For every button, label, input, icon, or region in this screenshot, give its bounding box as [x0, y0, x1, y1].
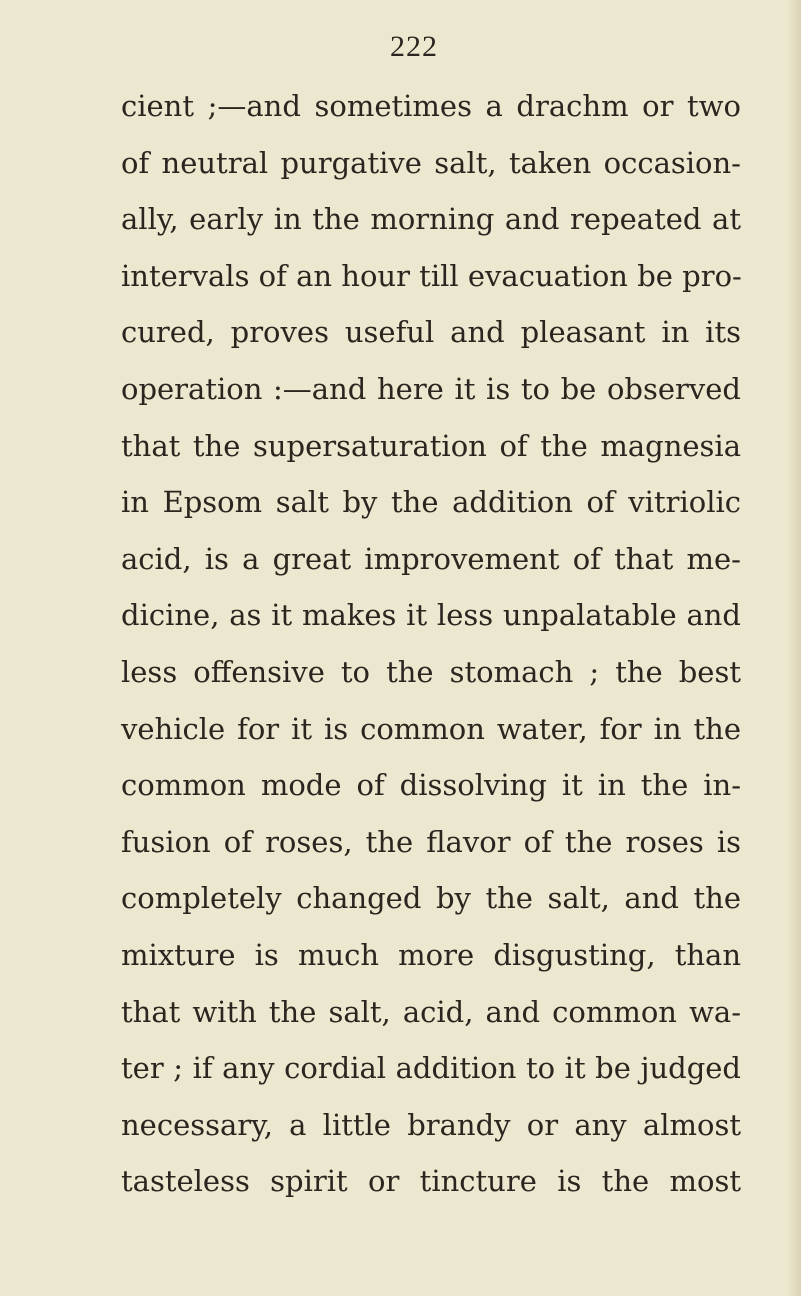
text-line-20: tasteless spirit or tincture is the most: [121, 1164, 741, 1199]
text-line-2: of neutral purgative salt, taken occasion-: [121, 145, 741, 180]
text-line-9: acid, is a great improvement of that me-: [121, 541, 741, 576]
text-line-8: in Epsom salt by the addition of vitriolic: [121, 485, 741, 520]
text-line-12: vehicle for it is common water, for in the: [121, 711, 741, 746]
page-edge-shadow: [787, 0, 801, 1296]
text-line-17: that with the salt, acid, and common wa-: [121, 994, 741, 1029]
text-line-3: ally, early in the morning and repeated at: [121, 202, 741, 237]
text-line-18: ter ; if any cordial addition to it be judged: [121, 1051, 741, 1086]
text-line-5: cured, proves useful and pleasant in its: [121, 315, 741, 350]
text-line-6: operation :—and here it is to be observed: [121, 371, 741, 406]
text-line-19: necessary, a little brandy or any almost: [121, 1107, 741, 1142]
page-number: 222: [390, 30, 438, 63]
text-line-11: less offensive to the stomach ; the best: [121, 654, 741, 689]
text-line-7: that the supersaturation of the magnesia: [121, 428, 741, 463]
text-line-15: completely changed by the salt, and the: [121, 881, 741, 916]
body-text: [121, 78, 741, 1210]
text-line-13: common mode of dissolving it in the in-: [121, 768, 741, 803]
text-line-14: fusion of roses, the flavor of the roses is: [121, 824, 741, 859]
text-line-1: cient ;—and sometimes a drachm or two: [121, 89, 741, 123]
text-line-16: mixture is much more disgusting, than: [121, 937, 741, 972]
text-line-4: intervals of an hour till evacuation be pro-: [121, 258, 742, 293]
text-line-10: dicine, as it makes it less unpalatable and: [121, 598, 741, 633]
